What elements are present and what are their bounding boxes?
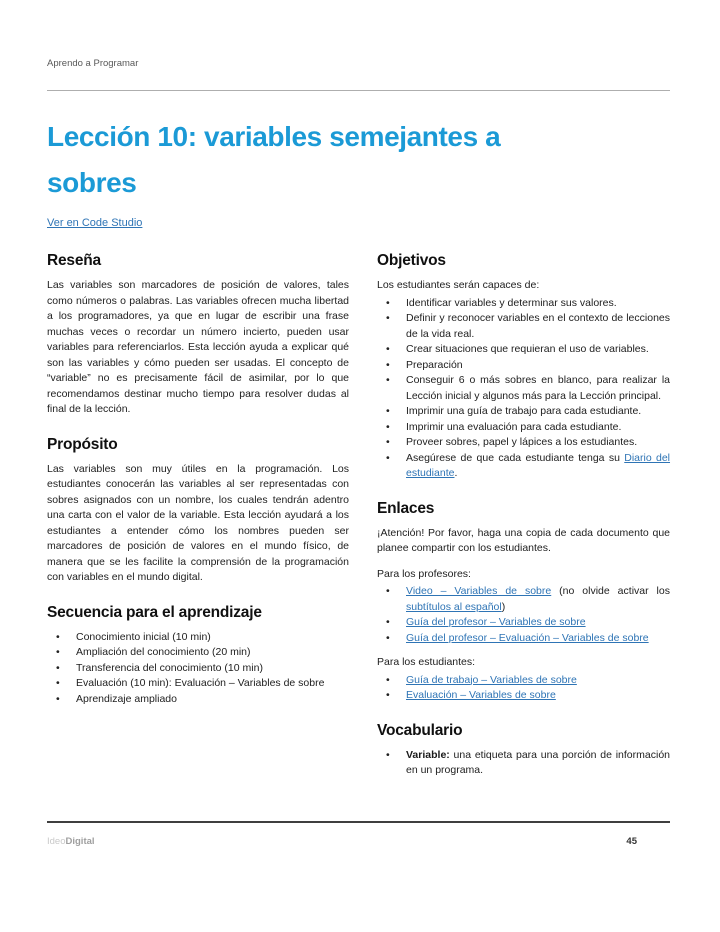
two-column-layout bbox=[47, 252, 670, 779]
list-item bbox=[377, 688, 670, 704]
text-segment: Crear situaciones que requieran el uso de variables. bbox=[406, 343, 649, 355]
objetivos-list bbox=[377, 296, 670, 482]
list-item bbox=[377, 342, 670, 358]
bold-term: Variable: bbox=[406, 748, 450, 761]
section-objetivos bbox=[377, 252, 670, 482]
objetivos-heading: Objetivos bbox=[377, 252, 446, 269]
header-label: Aprendo a Programar bbox=[47, 58, 139, 69]
header-rule bbox=[47, 90, 670, 91]
text-segment: Conocimiento inicial (10 min) bbox=[76, 630, 211, 643]
doc-link[interactable]: Evaluación – Variables de sobre bbox=[406, 689, 556, 701]
doc-link[interactable]: Guía de trabajo – Variables de sobre bbox=[406, 673, 577, 686]
doc-link[interactable]: Guía del profesor – Evaluación – Variables de sobre bbox=[406, 631, 649, 644]
text-segment: Identificar variables y determinar sus valores. bbox=[406, 296, 617, 309]
list-item bbox=[377, 420, 670, 436]
list-item bbox=[377, 615, 670, 631]
list-item bbox=[377, 748, 670, 779]
text-segment: Aprendizaje ampliado bbox=[76, 692, 177, 705]
page-title: Lección 10: variables semejantes a sobres bbox=[47, 121, 501, 198]
doc-link[interactable]: subtítulos al español bbox=[406, 600, 502, 613]
enlaces-notice: ¡Atención! Por favor, haga una copia de cada documento que planee compartir con los estudiantes. bbox=[377, 526, 670, 554]
text-segment: ) bbox=[501, 600, 506, 613]
column-left bbox=[47, 252, 349, 779]
enlaces-heading: Enlaces bbox=[377, 499, 435, 517]
list-item bbox=[377, 296, 670, 312]
text-segment: Imprimir una evaluación para cada estudiante. bbox=[406, 420, 622, 433]
text-segment: Definir y reconocer variables en el contexto de lecciones de la vida real. bbox=[406, 312, 670, 340]
list-item bbox=[377, 584, 670, 615]
text-segment: Proveer sobres, papel y lápices a los estudiantes. bbox=[406, 436, 638, 448]
resena-body: Las variables son marcadores de posición de valores, tales como números o palabras. Las variables ofrecen mucha libertad a los programadores, ya que en lugar de escribir una frase muchas veces o recordar un número incierto, pueden usar variables para referenciarlos. Esta lección ayuda a explicar qué son las variables y cómo pueden ser usadas. El concepto de “variable” no es precisamente fácil de asimilar, por lo que recomendamos destinar mucho tiempo para resolver dudas al final de la lección. bbox=[47, 279, 349, 415]
section-vocabulario bbox=[377, 722, 670, 779]
list-item bbox=[377, 404, 670, 420]
text-segment: Imprimir una guía de trabajo para cada estudiante. bbox=[406, 405, 642, 417]
proposito-body: Las variables son muy útiles en la programación. Los estudiantes conocerán las variables al ser representadas con sobres asignados con un nombre, los cuales tendrán adentro una carta con el valor de la variable. Esta lección ayudará a los estudiantes a entender cómo los nombres pueden ser marcadores de posición de valores en el mundo físico, de manera que se les facilite la comprensión de la programación con variables en el mundo digital. bbox=[47, 462, 349, 583]
doc-link[interactable]: Guía del profesor – Variables de sobre bbox=[406, 616, 586, 628]
text-segment: Asegúrese de que cada estudiante tenga su bbox=[406, 451, 625, 464]
doc-link[interactable]: Diario del estudiante bbox=[406, 451, 671, 479]
section-enlaces bbox=[377, 500, 670, 704]
text-segment: una etiqueta para una porción de información en un programa. bbox=[406, 748, 670, 776]
list-item bbox=[47, 676, 349, 692]
text-segment: (no olvide activar los bbox=[551, 585, 670, 597]
secuencia-heading: Secuencia para el aprendizaje bbox=[47, 603, 262, 621]
objetivos-intro: Los estudiantes serán capaces de: bbox=[377, 279, 540, 291]
estudiantes-links-list bbox=[377, 673, 670, 704]
proposito-heading: Propósito bbox=[47, 435, 118, 453]
page-footer bbox=[47, 821, 670, 847]
footer-rule bbox=[47, 821, 670, 823]
profesores-label: Para los profesores: bbox=[377, 567, 471, 580]
list-item bbox=[377, 435, 670, 451]
footer-row bbox=[47, 836, 670, 847]
list-item bbox=[377, 451, 670, 482]
list-item bbox=[377, 673, 670, 689]
list-item bbox=[47, 630, 349, 646]
text-segment: Ampliación del conocimiento (20 min) bbox=[76, 646, 251, 658]
brand-light: Ideo bbox=[47, 836, 66, 847]
list-item bbox=[377, 373, 670, 404]
vocabulario-heading: Vocabulario bbox=[377, 721, 463, 739]
code-studio-link[interactable]: Ver en Code Studio bbox=[47, 217, 143, 229]
section-secuencia bbox=[47, 604, 349, 708]
doc-link[interactable]: Video – Variables de sobre bbox=[406, 585, 552, 597]
list-item bbox=[377, 311, 670, 342]
text-segment: Transferencia del conocimiento (10 min) bbox=[76, 661, 263, 674]
brand-bold: Digital bbox=[65, 836, 95, 847]
list-item bbox=[377, 358, 670, 374]
text-segment: Preparación bbox=[406, 358, 463, 371]
text-segment: . bbox=[454, 467, 458, 479]
resena-heading: Reseña bbox=[47, 252, 101, 269]
list-item bbox=[47, 692, 349, 708]
page-number: 45 bbox=[626, 836, 637, 847]
secuencia-list bbox=[47, 630, 349, 708]
list-item bbox=[377, 631, 670, 647]
text-segment: Evaluación (10 min): Evaluación – Variables de sobre bbox=[76, 677, 325, 689]
section-proposito bbox=[47, 436, 349, 586]
text-segment: Conseguir 6 o más sobres en blanco, para realizar la Lección inicial y algunos más para la Lección principal. bbox=[406, 374, 670, 402]
profesores-links-list bbox=[377, 584, 670, 646]
list-item bbox=[47, 645, 349, 661]
list-item bbox=[47, 661, 349, 677]
column-right bbox=[377, 252, 670, 779]
section-resena bbox=[47, 252, 349, 418]
estudiantes-label: Para los estudiantes: bbox=[377, 656, 476, 668]
brand-logo bbox=[47, 836, 95, 847]
vocabulario-list bbox=[377, 748, 670, 779]
